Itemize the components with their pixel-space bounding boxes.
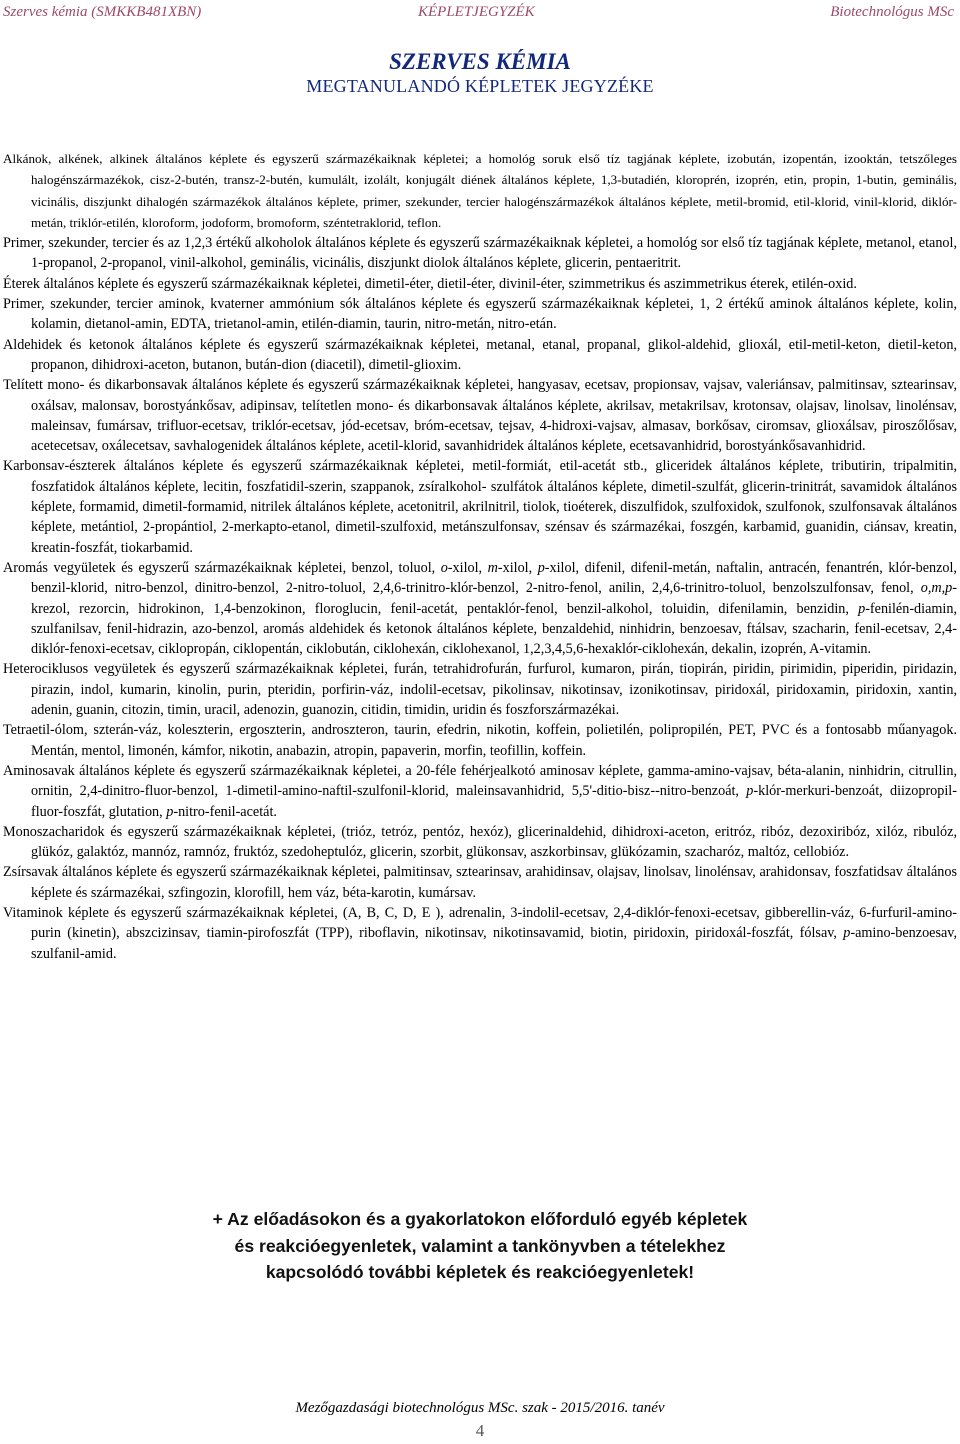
header-course: Szerves kémia (SMKKB481XBN) bbox=[3, 4, 202, 20]
paragraph-amino-acids: Aminosavak általános képlete és egyszerű származékaiknak képletei, a 20-féle fehérjealkotó aminosav képlete, gamma-amino-vajsav, béta-alanin, ninhidrin, citrullin, ornitin, 2,4-dinitro-fluor-benzol, 1-dimetil-amino-naftil-szulfonil-klorid, maleinsavanhidrid, 5,5'-ditio-bisz--nitro-benzoát, p-klór-merkuri-benzoát, diizopropil-fluor-foszfát, glutation, p-nitro-fenil-acetát. bbox=[3, 762, 957, 820]
paragraph-aromatics: Aromás vegyületek és egyszerű származékaiknak képletei, benzol, toluol, o-xilol, m-xilol, p-xilol, difenil, difenil-metán, naftalin, antracén, fenantrén, klór-benzol, benzil-klorid, nitro-benzol, dinitro-benzol, 2-nitro-toluol, 2,4,6-trinitro-klór-benzol, 2-nitro-fenol, anilin, 2,4,6-trinitro-toluol, benzolszulfonsav, fenol, o,m,p-krezol, rezorcin, hidrokinon, 1,4-benzokinon, floroglucin, fenil-acetát, pentaklór-fenol, benzil-alkohol, toluidin, difenilamin, benzidin, p-fenilén-diamin, szulfanilsav, fenil-hidrazin, azo-benzol, aromás aldehidek és ketonok általános képlete, benzaldehid, ninhidrin, benzoesav, ftálsav, szacharin, fenil-ecetsav, 2,4-diklór-fenoxi-ecetsav, ciklopropán, ciklopentán, ciklobután, ciklohexán, ciklohexanol, 1,2,3,4,5,6-hexaklór-ciklohexán, dekalin, izoprén, A-vitamin. bbox=[3, 559, 957, 658]
document-title: SZERVES KÉMIA bbox=[389, 49, 571, 74]
note-line-1: + Az előadásokon és a gyakorlatokon előforduló egyéb képletek bbox=[212, 1209, 748, 1229]
additional-note bbox=[0, 1206, 960, 1286]
paragraph-aldehydes-ketones: Aldehidek és ketonok általános képlete és egyszerű származékaiknak képletei, metanal, etanal, propanal, glikol-aldehid, glioxál, etil-metil-keton, dietil-keton, propanon, dihidroxi-aceton, butanon, bután-dion (diacetil), dimetil-glioxim. bbox=[3, 336, 957, 373]
page-number: 4 bbox=[475, 1421, 485, 1440]
document-title-block bbox=[0, 48, 960, 97]
paragraph-heterocycles: Heterociklusos vegyületek és egyszerű származékaiknak képletei, furán, tetrahidrofurán, furfurol, kumaron, pirán, tiopirán, piridin, pirimidin, piperidin, piridazin, pirazin, indol, kumarin, kinolin, purin, pteridin, porfirin-váz, indolil-ecetsav, pikolinsav, nikotinsav, izonikotinsav, piridoxál, piridoxamin, piridoxin, xantin, adenin, guanin, citozin, timin, uracil, adenozin, guanozin, citidin, timidin, uridin és foszforszármazékai. bbox=[3, 661, 957, 719]
paragraph-ethers: Éterek általános képlete és egyszerű származékaiknak képletei, dimetil-éter, dietil-éter, divinil-éter, szimmetrikus és aszimmetrikus éterek, etilén-oxid. bbox=[3, 275, 857, 292]
note-line-2: és reakcióegyenletek, valamint a tankönyvben a tételekhez bbox=[234, 1235, 726, 1256]
paragraph-amines: Primer, szekunder, tercier aminok, kvaterner ammónium sók általános képlete és egyszerű származékaiknak képletei, 1, 2 értékű aminok általános képlete, kolin, kolamin, dietanol-amin, EDTA, trietanol-amin, etilén-diamin, taurin, nitro-metán, nitro-etán. bbox=[3, 296, 957, 333]
paragraph-misc-compounds: Tetraetil-ólom, szterán-váz, koleszterin, ergoszterin, androszteron, taurin, efedrin, nikotin, koffein, polietilén, polipropilén, PET, PVC és a fontosabb műanyagok. Mentán, mentol, limonén, kámfor, nikotin, anabazin, atropin, papaverin, morfin, teofillin, koffein. bbox=[3, 722, 957, 759]
page-footer: Mezőgazdasági biotechnológus MSc. szak - 2015/2016. tanév bbox=[295, 1400, 665, 1416]
paragraph-alcohols: Primer, szekunder, tercier és az 1,2,3 értékű alkoholok általános képlete és egyszerű származékaiknak képletei, a homológ sor első tíz tagjának képlete, metanol, etanol, 1-propanol, 2-propanol, vinil-alkohol, geminális, vicinális, diszjunkt diolok általános képlete, glicerin, pentaeritrit. bbox=[3, 235, 957, 272]
running-header bbox=[0, 4, 960, 24]
paragraph-carboxylic-acids: Telített mono- és dikarbonsavak általános képlete és egyszerű származékaiknak képletei, hangyasav, ecetsav, propionsav, vajsav, valeriánsav, palmitinsav, sztearinsav, oxálsav, malonsav, borostyánkősav, adipinsav, telítetlen mono- és dikarbonsavak általános képlete, akrilsav, metakrilsav, krotonsav, olajsav, linolsav, linolénsav, maleinsav, fumársav, trifluor-ecetsav, triklór-ecetsav, jód-ecetsav, bróm-ecetsav, tejsav, 4-hidroxi-vajsav, almasav, borkősav, ciromsav, glioxálsav, piroszőlősav, acetecetsav, oxálecetsav, savhalogenidek általános képlete, acetil-klorid, savanhidridek általános képlete, ecetsavanhidrid, borostyánkősavanhidrid. bbox=[3, 377, 957, 455]
header-document-type: KÉPLETJEGYZÉK bbox=[418, 4, 535, 20]
paragraph-monosaccharides: Monoszacharidok és egyszerű származékaiknak képletei, (trióz, tetróz, pentóz, hexóz), glicerinaldehid, dihidroxi-aceton, eritróz, ribóz, dezoxiribóz, xilóz, ribulóz, glükóz, galaktóz, mannóz, ramnóz, fruktóz, szedoheptulóz, glicerin, szorbit, glükonsav, aszkorbinsav, glükózamin, szacharóz, maltóz, cellobióz. bbox=[3, 823, 957, 861]
paragraph-fatty-acids: Zsírsavak általános képlete és egyszerű származékaiknak képletei, palmitinsav, sztearinsav, arahidinsav, olajsav, linolsav, linolénsav, arahidonsav, foszfatidsav általános képlete és származékai, szfingozin, klorofill, hem váz, béta-karotin, kumársav. bbox=[3, 864, 957, 901]
formula-list bbox=[3, 148, 957, 964]
note-line-3: kapcsolódó további képletek és reakcióegyenletek! bbox=[265, 1262, 695, 1282]
paragraph-alkanes: Alkánok, alkének, alkinek általános képlete és egyszerű származékaiknak képletei; a homológ soruk első tíz tagjának képlete, izobután, izopentán, izooktán, tetszőleges halogénszármazékok, cisz-2-butén, transz-2-butén, kumulált, izolált, konjugált diének általános képlete, 1,3-butadién, kloroprén, izoprén, etin, propin, 1-butin, geminális, vicinális, diszjunkt dihalogén származékok általános képlete, primer, szekunder, tercier halogénszármazékok általános képlete, metil-bromid, etil-klorid, vinil-klorid, diklór-metán, triklór-etilén, kloroform, jodoform, bromoform, széntetraklorid, teflon. bbox=[3, 151, 957, 230]
paragraph-vitamins: Vitaminok képlete és egyszerű származékaiknak képletei, (A, B, C, D, E ), adrenalin, 3-indolil-ecetsav, 2,4-diklór-fenoxi-ecetsav, gibberellin-váz, 6-furfuril-amino-purin (kinetin), abszcizinsav, tiamin-pirofoszfát (TPP), riboflavin, nikotinsav, nikotinsavamid, biotin, piridoxin, piridoxál-foszfát, fólsav, p-amino-benzoesav, szulfanil-amid. bbox=[3, 904, 957, 962]
header-program: Biotechnológus MSc bbox=[830, 4, 954, 20]
paragraph-esters: Karbonsav-észterek általános képlete és egyszerű származékaiknak képletei, metil-formiát, etil-acetát stb., gliceridek általános képlete, tributirin, tripalmitin, foszfatidok általános képlete, lecitin, foszfatidil-szerin, szappanok, zsíralkohol- szulfátok általános képlete, dimetil-szulfát, glicerin-trinitrát, savamidok általános képlete, formamid, dimetil-formamid, nitrilek általános képlete, acetonitril, akrilnitril, tiolok, tioéterek, diszulfidok, szulfoxidok, szulfonok, szulfonsavak általános képlete, metántiol, 2-propántiol, 2-merkapto-etanol, dimetil-szulfoxid, metánszulfonsav, szénsav és származékai, foszgén, karbamid, guanidin, ciánsav, kreatin, kreatin-foszfát, tiokarbamid. bbox=[3, 458, 957, 556]
document-subtitle: MEGTANULANDÓ KÉPLETEK JEGYZÉKE bbox=[306, 76, 654, 96]
